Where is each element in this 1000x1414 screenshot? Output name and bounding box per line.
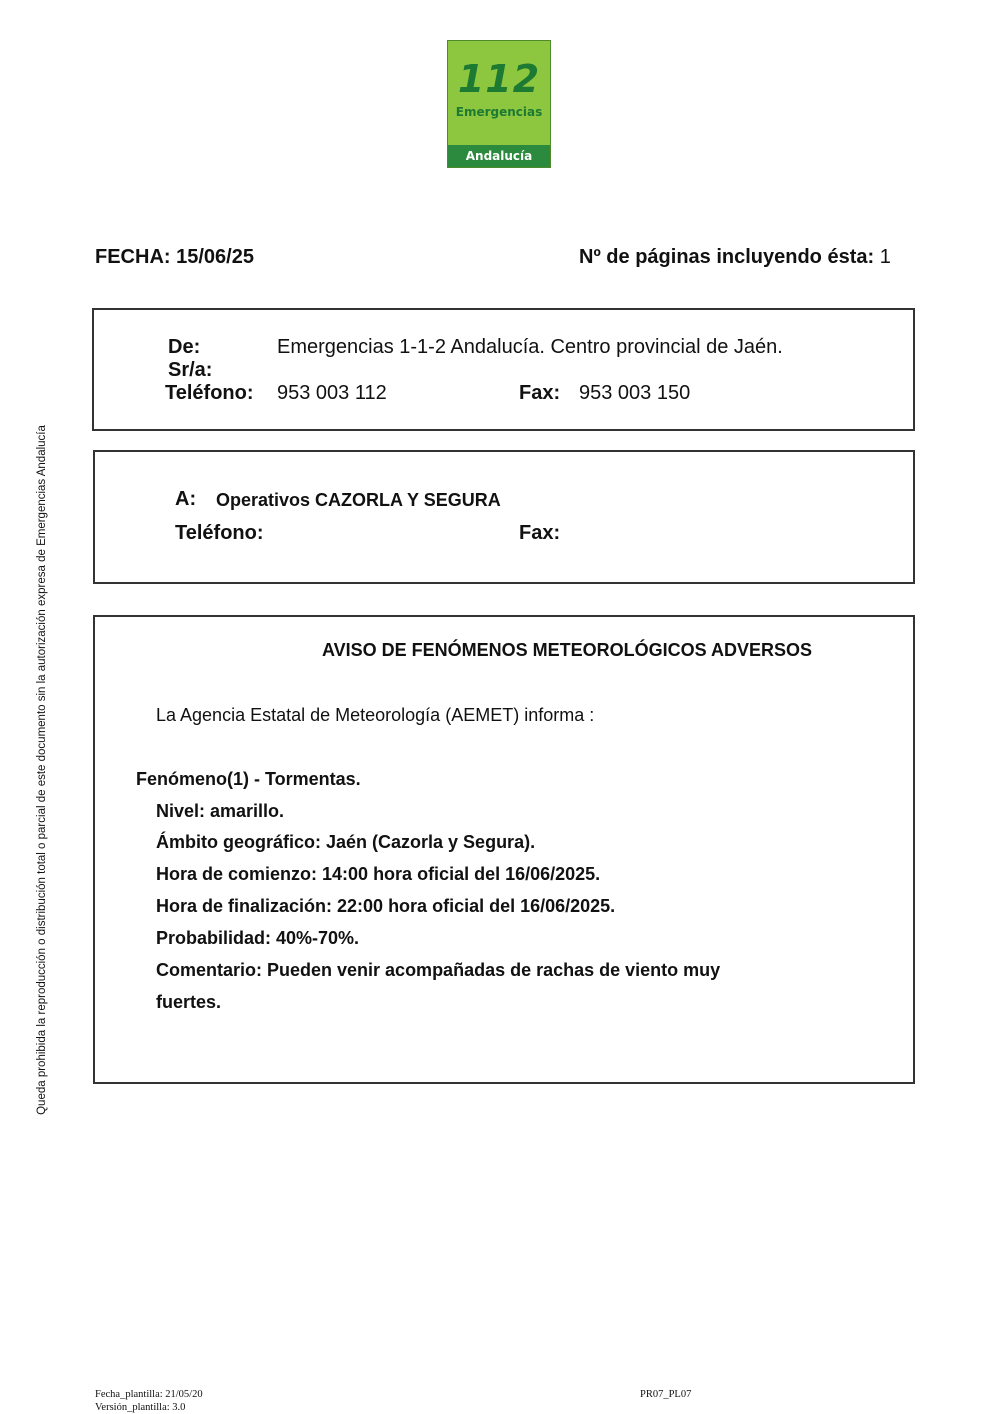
probability-line: Probabilidad: 40%-70%.	[156, 928, 360, 948]
logo-name: Emergencias	[455, 105, 543, 119]
sender-box	[92, 308, 915, 431]
warning-title	[96, 640, 968, 661]
footer-template-info	[95, 1388, 203, 1414]
comment-line-1: Comentario: Pueden venir acompañadas de rachas de viento muy	[156, 960, 721, 980]
comment-line-2: fuertes.	[156, 992, 222, 1012]
copyright-side-note-text: Queda prohibida la reproducción o distribución total o parcial de este documento sin la autorización expresa de Emergencias Andalucía	[36, 425, 48, 1115]
sra-label: Sr/a:	[168, 359, 213, 381]
sender-fax-label: Fax:	[519, 382, 561, 404]
sender-telefono-label: Teléfono:	[165, 382, 254, 404]
recipient-fax-label: Fax:	[519, 522, 561, 544]
logo-region: Andalucía	[448, 145, 550, 167]
footer-code: PR07_PL07	[640, 1389, 692, 1400]
footer-fecha-plantilla: Fecha_plantilla: 21/05/20	[95, 1389, 203, 1400]
de-value: Emergencias 1-1-2 Andalucía. Centro provincial de Jaén.	[277, 336, 783, 358]
recipient-box	[93, 450, 915, 584]
warning-intro: La Agencia Estatal de Meteorología (AEMET) informa :	[156, 705, 595, 725]
page-count-value: 1	[879, 246, 891, 268]
footer-version-plantilla: Versión_plantilla: 3.0	[95, 1402, 186, 1413]
page-count-label: Nº de páginas incluyendo ésta:	[579, 246, 875, 268]
date-label: FECHA: 15/06/25	[95, 246, 254, 268]
end-time-line: Hora de finalización: 22:00 hora oficial del 16/06/2025.	[156, 896, 616, 916]
start-time-line: Hora de comienzo: 14:00 hora oficial del 16/06/2025.	[156, 864, 601, 884]
sender-fax-value: 953 003 150	[579, 382, 691, 404]
emergencias-112-logo	[447, 40, 551, 168]
warning-title-text: AVISO DE FENÓMENOS METEOROLÓGICOS ADVERSOS	[321, 640, 813, 660]
phenomenon-line: Fenómeno(1) - Tormentas.	[136, 769, 361, 789]
a-value: Operativos CAZORLA Y SEGURA	[216, 490, 501, 510]
logo-number: 112	[457, 57, 541, 101]
page-count	[579, 246, 891, 269]
scope-line: Ámbito geográfico: Jaén (Cazorla y Segura).	[156, 832, 536, 852]
de-label: De:	[168, 336, 201, 358]
sender-telefono-value: 953 003 112	[277, 382, 387, 404]
recipient-telefono-label: Teléfono:	[175, 522, 264, 544]
level-line: Nivel: amarillo.	[156, 801, 285, 821]
a-label: A:	[175, 488, 197, 510]
